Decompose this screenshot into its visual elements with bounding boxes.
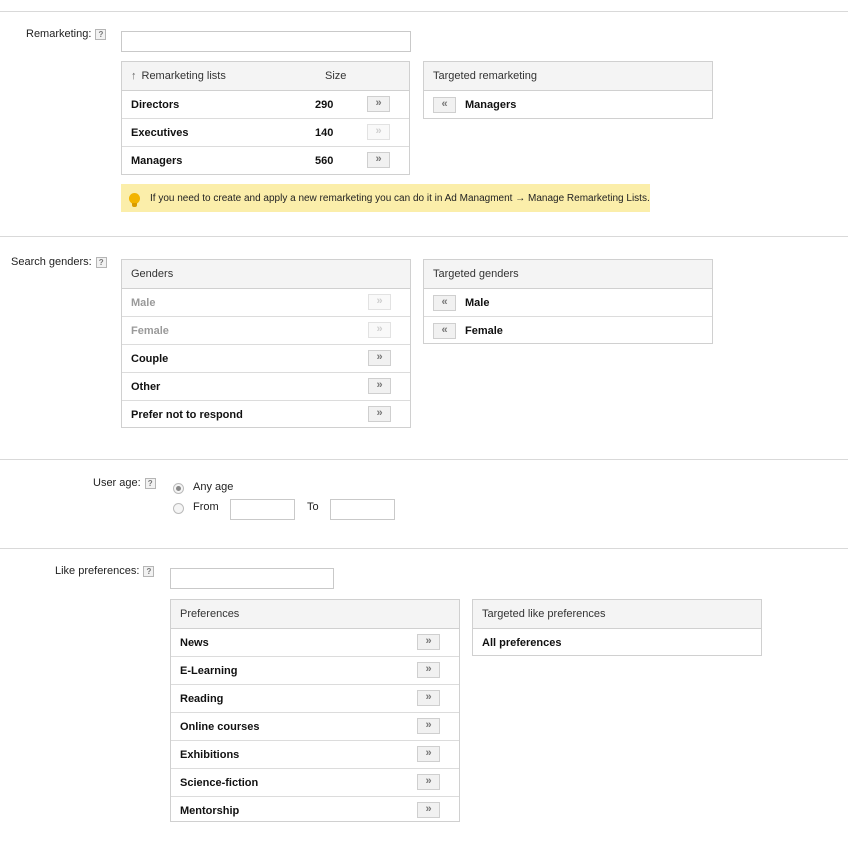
remove-button[interactable]: « [433,97,456,113]
list-item [171,769,459,797]
list-item-name: Other [131,380,161,393]
list-item-name: Science-fiction [180,776,259,789]
remarketing-search-input[interactable] [121,31,411,52]
list-item [171,713,459,741]
targeted-preferences-panel [472,599,762,656]
remarketing-lists-header-label[interactable]: Remarketing lists [141,70,226,82]
list-item-name: Mentorship [180,805,240,817]
list-item [122,91,409,119]
list-item [171,685,459,713]
help-icon[interactable]: ? [95,29,106,40]
list-item-name: Executives [131,126,189,139]
any-age-label: Any age [193,481,234,493]
list-item [171,629,459,657]
targeted-item [424,91,712,119]
list-item [122,401,410,429]
remarketing-label-text: Remarketing: [26,28,92,40]
add-button[interactable]: » [417,690,440,706]
list-item-name: Online courses [180,720,260,733]
targeted-preferences-header: Targeted like preferences [473,600,761,629]
from-radio[interactable] [173,503,184,514]
add-button[interactable]: » [368,406,391,422]
add-button[interactable]: » [368,350,391,366]
add-button[interactable]: » [417,746,440,762]
add-button[interactable]: » [368,294,391,310]
list-item-name: Reading [180,692,224,705]
help-icon[interactable]: ? [96,257,107,268]
any-age-radio[interactable] [173,483,184,494]
add-button[interactable]: » [367,96,390,112]
add-button[interactable]: » [367,124,390,140]
add-button[interactable]: » [367,152,390,168]
targeted-item-name: Male [465,296,490,309]
targeted-item [424,317,712,345]
list-item [122,373,410,401]
lightbulb-icon [129,193,140,204]
preferences-panel [170,599,460,822]
targeted-remarketing-header: Targeted remarketing [424,62,712,91]
list-item [122,147,409,175]
divider [0,459,848,460]
list-item [171,741,459,769]
preferences-label [55,565,154,577]
add-button[interactable]: » [417,802,440,818]
list-item-name: Exhibitions [180,748,240,761]
preferences-search-input[interactable] [170,568,334,589]
list-item-name: Couple [131,352,169,365]
add-button[interactable]: » [417,718,440,734]
targeted-item-name: Managers [465,99,517,111]
list-item [171,797,459,825]
add-button[interactable]: » [417,662,440,678]
size-header-label[interactable]: Size [325,70,347,82]
targeted-genders-header: Targeted genders [424,260,712,289]
targeted-genders-panel [423,259,713,344]
targeted-item-name: Female [465,325,503,337]
list-item-size: 290 [315,98,334,111]
targeted-item-name: All preferences [482,637,562,649]
help-icon[interactable]: ? [145,478,156,489]
remarketing-tip [121,184,650,212]
list-item-name: E-Learning [180,664,238,677]
remarketing-label [26,28,106,40]
list-item [122,119,409,147]
remove-button[interactable]: « [433,295,456,311]
age-label-text: User age: [93,477,141,489]
list-item-name: Directors [131,98,180,111]
divider [0,11,848,12]
list-item-size: 560 [315,155,334,167]
add-button[interactable]: » [368,322,391,338]
from-label: From [193,501,219,513]
list-item [122,345,410,373]
remove-button[interactable]: « [433,323,456,339]
list-item-name: Prefer not to respond [131,409,243,421]
remarketing-lists-header [122,62,409,91]
sort-up-icon[interactable]: ↑ [131,70,137,82]
list-item [122,317,410,345]
preferences-header: Preferences [171,600,459,629]
divider [0,548,848,549]
preferences-label-text: Like preferences: [55,565,140,577]
help-icon[interactable]: ? [143,566,154,577]
add-button[interactable]: » [417,774,440,790]
genders-panel [121,259,411,428]
targeted-remarketing-panel [423,61,713,119]
list-item [122,289,410,317]
to-label: To [307,501,319,513]
list-item-name: Female [131,324,169,337]
list-item [171,657,459,685]
genders-header: Genders [122,260,410,289]
list-item-name: News [180,636,209,649]
list-item-name: Male [131,296,156,309]
age-label [93,477,156,489]
list-item-name: Managers [131,155,183,167]
targeted-item [424,289,712,317]
genders-label-text: Search genders: [11,256,92,268]
add-button[interactable]: » [417,634,440,650]
age-from-input[interactable] [230,499,295,520]
add-button[interactable]: » [368,378,391,394]
genders-label [11,256,107,268]
age-to-input[interactable] [330,499,395,520]
divider [0,236,848,237]
remarketing-lists-panel [121,61,410,175]
remarketing-tip-text: If you need to create and apply a new remarketing you can do it in Ad Managment → Manage Remarketing Lists. [150,192,650,204]
targeted-item [473,629,761,657]
list-item-size: 140 [315,126,334,139]
